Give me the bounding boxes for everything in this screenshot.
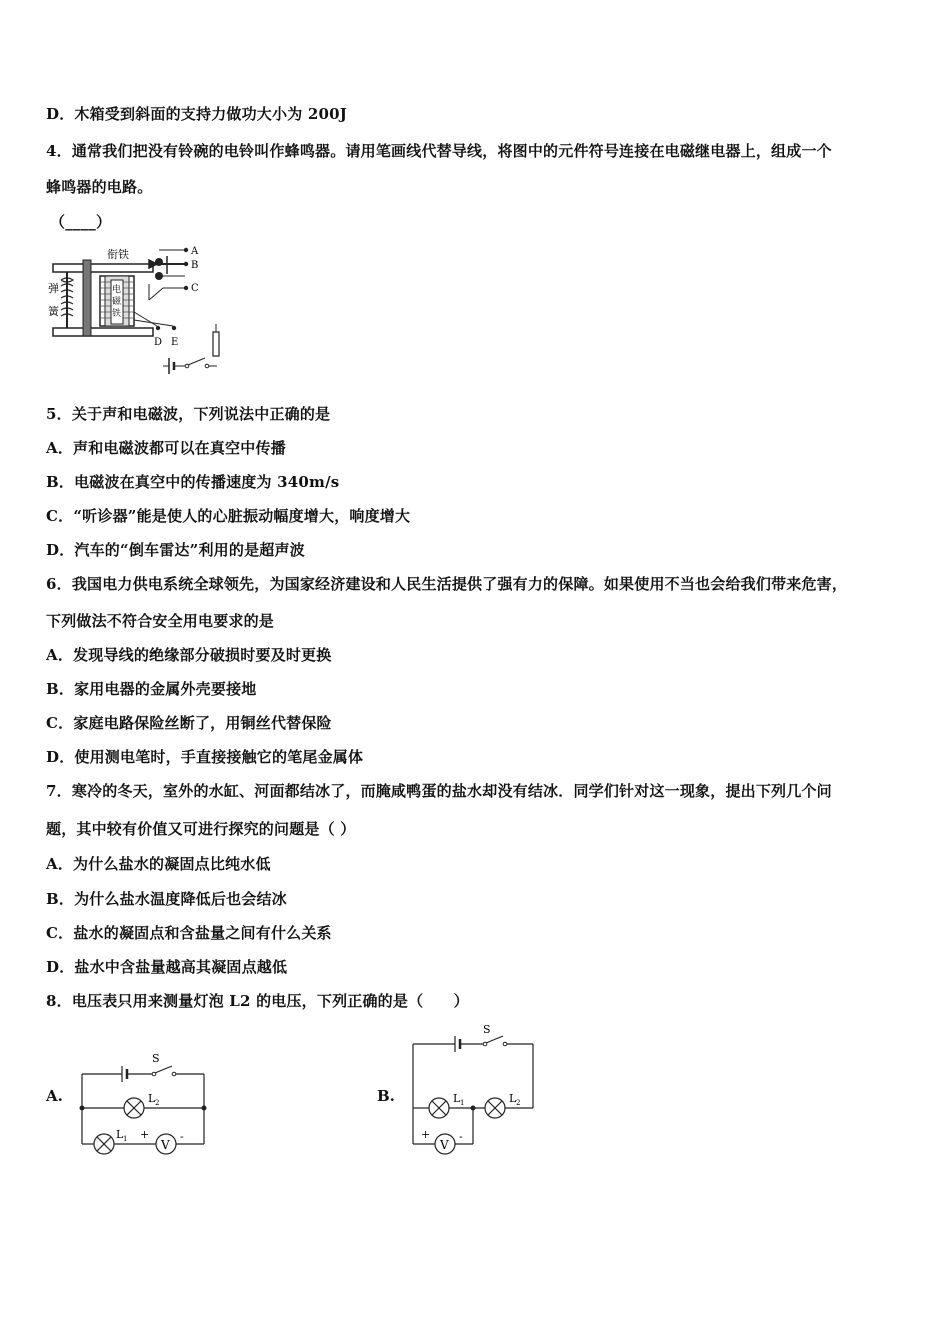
- relay-figure: [45, 240, 235, 382]
- core-label-3: 铁: [112, 309, 122, 319]
- q4-stem-line2: 蜂鸣器的电路。: [46, 178, 153, 196]
- terminal-b: B: [191, 260, 199, 271]
- q6-option-d: D．使用测电笔时，手直接接触它的笔尾金属体: [46, 748, 364, 766]
- q5-option-a: A．声和电磁波都可以在真空中传播: [46, 439, 286, 457]
- core-label-1: 电: [112, 285, 122, 295]
- circuit-b-v-minus: -: [459, 1130, 463, 1143]
- q5-option-c: C．“听诊器”能是使人的心脏振动幅度增大，响度增大: [46, 507, 411, 525]
- q4-stem-line1: 4．通常我们把没有铃碗的电铃叫作蜂鸣器。请用笔画线代替导线，将图中的元件符号连接在电磁继电器上，组成一个: [46, 142, 832, 160]
- circuit-b-v-plus: +: [421, 1128, 431, 1141]
- circuit-b-l2-sub: 2: [516, 1099, 521, 1107]
- q6-stem-line2: 下列做法不符合安全用电要求的是: [46, 612, 275, 630]
- circuit-a-l2-sub: 2: [155, 1099, 160, 1107]
- circuit-b: [405, 1020, 540, 1160]
- terminal-a: A: [191, 246, 199, 257]
- circuit-a-l1-label: L: [116, 1128, 124, 1141]
- circuit-a-l2-label: L: [148, 1092, 156, 1105]
- circuit-b-l1-label: L: [453, 1092, 461, 1105]
- q5-stem: 5．关于声和电磁波，下列说法中正确的是: [46, 405, 331, 423]
- circuit-a: [74, 1048, 212, 1160]
- circuit-b-l1-sub: 1: [460, 1099, 465, 1107]
- q8-option-b-label: B.: [377, 1087, 395, 1105]
- core-label-2: 磁: [112, 297, 122, 307]
- circuit-b-voltmeter: V: [440, 1138, 449, 1152]
- q6-stem-line1: 6．我国电力供电系统全球领先，为国家经济建设和人民生活提供了强有力的保障。如果使用不当也会给我们带来危害，: [46, 575, 848, 593]
- terminal-e: E: [171, 337, 179, 348]
- q5-option-b: B．电磁波在真空中的传播速度为 340m/s: [46, 473, 340, 491]
- q7-option-d: D．盐水中含盐量越高其凝固点越低: [46, 958, 288, 976]
- terminal-c: C: [191, 283, 199, 294]
- q7-option-c: C．盐水的凝固点和含盐量之间有什么关系: [46, 924, 332, 942]
- q3-option-d: D．木箱受到斜面的支持力做功大小为 200J: [46, 105, 348, 123]
- q7-option-a: A．为什么盐水的凝固点比纯水低: [46, 855, 271, 873]
- q7-option-b: B．为什么盐水温度降低后也会结冰: [46, 890, 287, 908]
- circuit-a-switch-label: S: [152, 1052, 160, 1065]
- terminal-d: D: [154, 337, 163, 348]
- q8-option-a-label: A.: [46, 1087, 63, 1105]
- circuit-a-l1-sub: 1: [123, 1135, 128, 1143]
- spring-label-2: 簧: [48, 305, 59, 318]
- spring-label-1: 弹: [48, 282, 59, 295]
- q6-option-c: C．家庭电路保险丝断了，用铜丝代替保险: [46, 714, 332, 732]
- armature-label: 衔铁: [107, 248, 129, 261]
- circuit-b-l2-label: L: [509, 1092, 517, 1105]
- circuit-a-voltmeter: V: [161, 1138, 170, 1152]
- q4-answer-blank: （____）: [50, 213, 112, 231]
- circuit-b-switch-label: S: [483, 1023, 491, 1036]
- q8-stem: 8．电压表只用来测量灯泡 L2 的电压，下列正确的是（ ）: [46, 992, 469, 1010]
- circuit-a-v-minus: -: [180, 1130, 184, 1143]
- q6-option-a: A．发现导线的绝缘部分破损时要及时更换: [46, 646, 332, 664]
- q7-stem-line1: 7．寒冷的冬天，室外的水缸、河面都结冰了，而腌咸鸭蛋的盐水却没有结冰．同学们针对这一现象，提出下列几个问: [46, 782, 832, 800]
- q5-option-d: D．汽车的“倒车雷达”利用的是超声波: [46, 541, 305, 559]
- q7-stem-line2: 题，其中较有价值又可进行探究的问题是（ ）: [46, 820, 356, 838]
- circuit-a-v-plus: +: [140, 1128, 150, 1141]
- q6-option-b: B．家用电器的金属外壳要接地: [46, 680, 257, 698]
